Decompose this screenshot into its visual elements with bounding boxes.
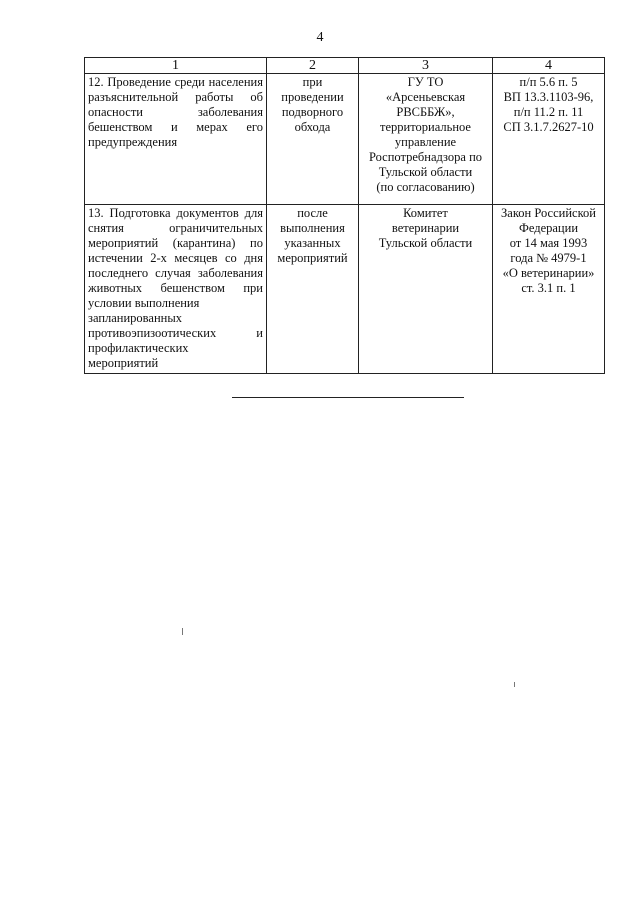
cell-line: обхода [294, 120, 331, 134]
measure-legal-basis [493, 205, 605, 374]
measure-timing [267, 205, 359, 374]
cell-line: Роспотребнадзора по [368, 150, 483, 164]
column-header: 4 [493, 58, 605, 74]
description-text: 13. Подготовка документов для снятия ограничительных мероприятий (карантина) по истечении 2-х месяцев со дня последнего случая заболевания животных бешенством при условии выполнения [88, 206, 263, 310]
cell-line: мероприятий [88, 356, 159, 370]
column-header: 3 [359, 58, 493, 74]
cell-line: года № 4979-1 [510, 251, 587, 265]
cell-line: от 14 мая 1993 [509, 236, 588, 250]
page-number: 4 [316, 30, 324, 45]
cell-line: выполнения [280, 221, 345, 235]
cell-line: Тульской области [378, 165, 473, 179]
cell-line: «О ветеринарии» [502, 266, 595, 280]
cell-line: Комитет [403, 206, 448, 220]
scan-speck [514, 682, 515, 687]
table-header-row [85, 58, 605, 74]
cell-line: территориальное [380, 120, 471, 134]
cell-line: п/п 11.2 п. 11 [513, 105, 584, 119]
cell-line: ГУ ТО [407, 75, 444, 89]
cell-line: ВП 13.3.1103-96, [503, 90, 594, 104]
cell-line: профилактических [88, 341, 189, 355]
scan-speck [182, 628, 183, 635]
column-header: 1 [85, 58, 267, 74]
measure-legal-basis [493, 74, 605, 205]
cell-line: ветеринарии [391, 221, 460, 235]
cell-line: указанных [284, 236, 341, 250]
cell-line: «Арсеньевская [385, 90, 466, 104]
cell-line: ст. 3.1 п. 1 [521, 281, 576, 295]
cell-line: противоэпизоотических и [88, 326, 263, 340]
cell-line: мероприятий [277, 251, 348, 265]
measure-responsible [359, 74, 493, 205]
cell-line: при [302, 75, 323, 89]
cell-line: СП 3.1.7.2627-10 [503, 120, 594, 134]
cell-line: п/п 5.6 п. 5 [519, 75, 578, 89]
cell-line: (по согласованию) [376, 180, 475, 194]
end-of-table-rule [232, 397, 464, 398]
cell-line: Закон Российской [501, 206, 596, 220]
measure-responsible [359, 205, 493, 374]
cell-line: запланированных [88, 311, 182, 325]
cell-line: Тульской области [378, 236, 473, 250]
table-row [85, 205, 605, 374]
measures-table [84, 57, 605, 374]
cell-line: РВСББЖ», [396, 105, 455, 119]
measure-description: 12. Проведение среди населения разъяснительной работы об опасности заболевания бешенством и мерах его предупреждения [85, 74, 267, 205]
cell-line: после [297, 206, 328, 220]
cell-line: управление [394, 135, 457, 149]
table-row [85, 74, 605, 205]
cell-line: Федерации [518, 221, 579, 235]
column-header: 2 [267, 58, 359, 74]
measure-timing [267, 74, 359, 205]
measure-description [85, 205, 267, 374]
cell-line: проведении [281, 90, 344, 104]
cell-line: подворного [281, 105, 344, 119]
